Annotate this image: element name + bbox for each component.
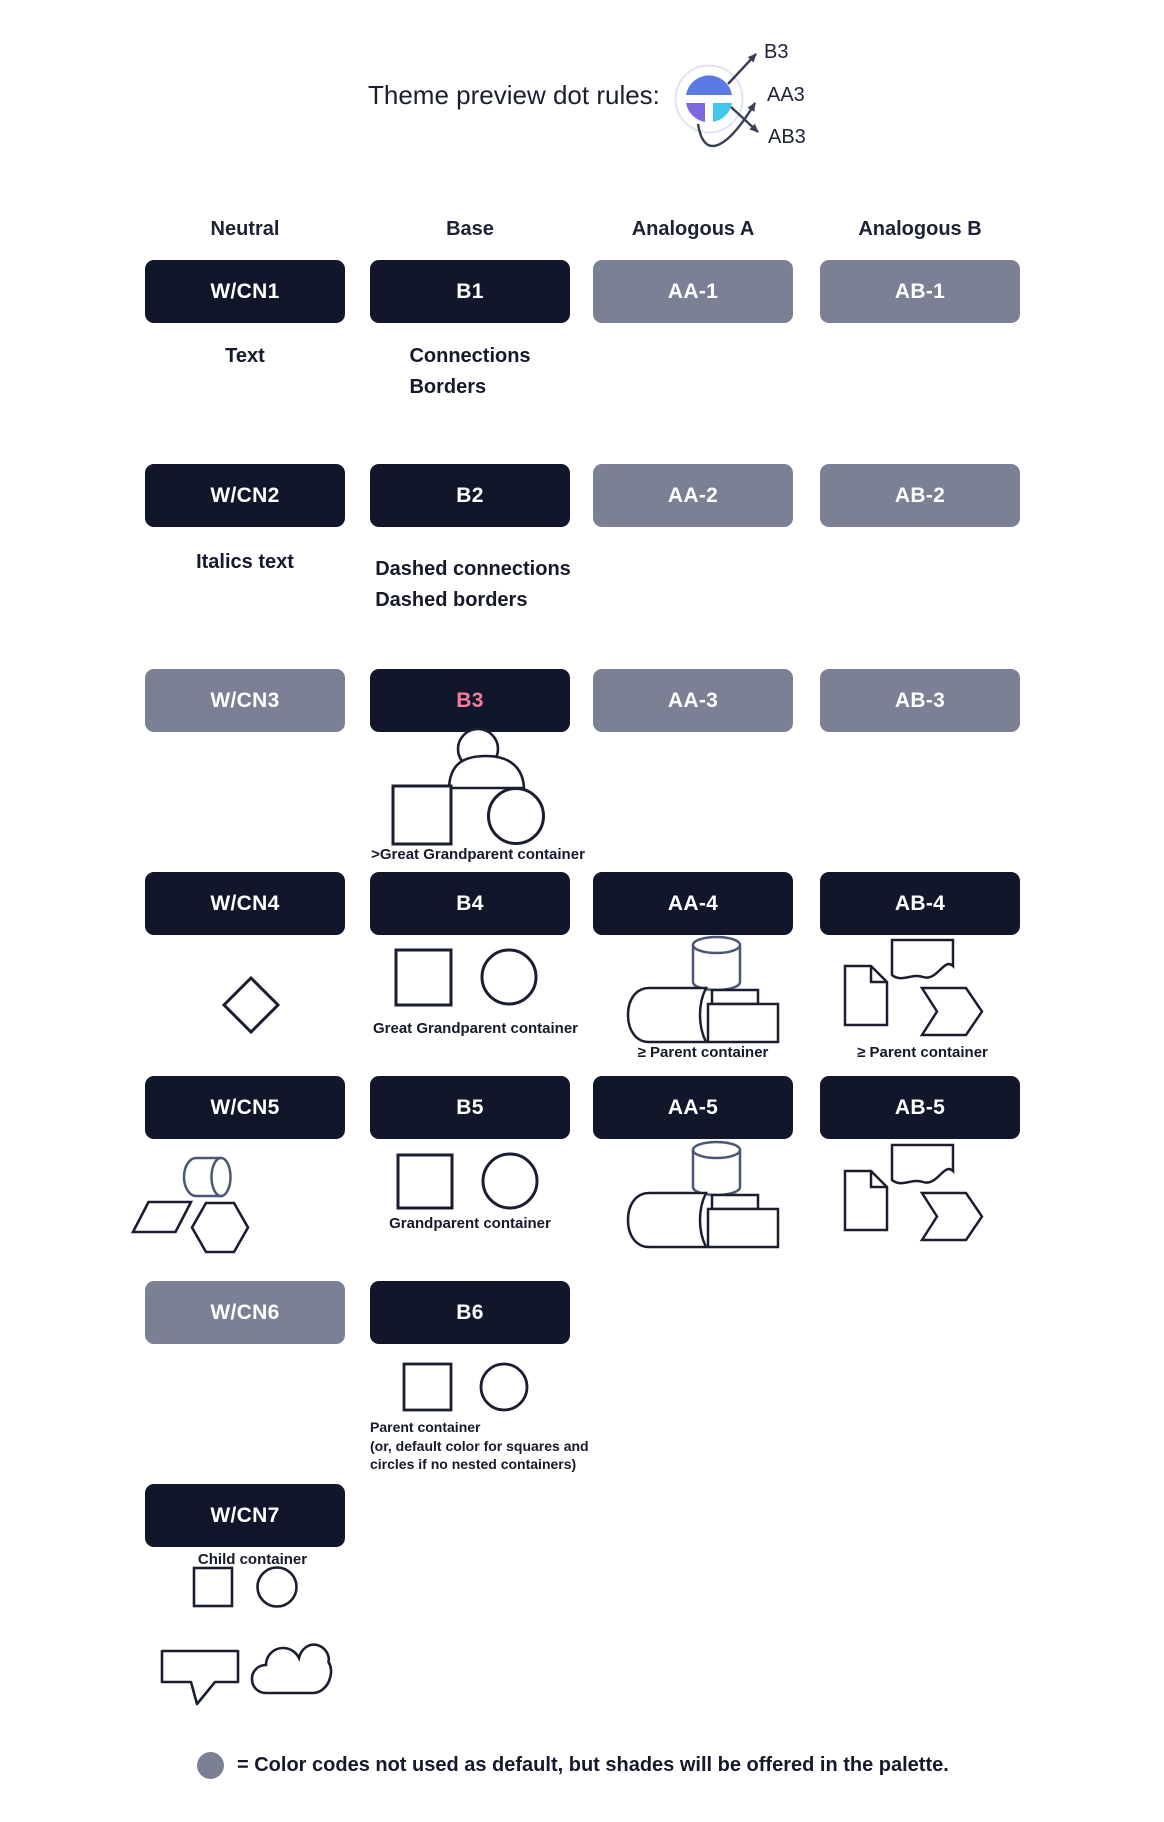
dot-slice-top	[686, 75, 732, 95]
circle-shape	[489, 789, 544, 844]
swatch-wcn7	[145, 1484, 345, 1547]
caption-b3-shapes: >Great Grandparent container	[371, 846, 585, 863]
wcn5-shapes	[133, 1158, 248, 1252]
swatch-label: B3	[456, 688, 484, 712]
square-shape	[396, 950, 451, 1005]
swatch-label: AB-2	[894, 483, 946, 507]
dot-label-b3: B3	[764, 41, 789, 63]
dot-rule-arrows	[698, 54, 758, 146]
legend-text: = Color codes not used as default, but shades will be offered in the palette.	[237, 1754, 949, 1776]
caption-wcn7: Child container	[197, 1551, 308, 1568]
caption-line: Borders	[409, 376, 487, 398]
swatch-label: W/CN2	[210, 483, 280, 507]
swatch-wcn1	[145, 260, 345, 323]
b5-shapes	[398, 1154, 537, 1208]
caption-line: Parent container	[370, 1419, 481, 1435]
swatch-ab2	[820, 464, 1020, 527]
swatch-aa3	[593, 669, 793, 732]
ab4-shapes	[845, 940, 982, 1035]
swatch-b5	[370, 1076, 570, 1139]
swatch-label: AB-4	[894, 891, 946, 915]
swatch-wcn6	[145, 1281, 345, 1344]
square-shape	[194, 1568, 232, 1606]
cloud-shape	[252, 1645, 331, 1693]
swatch-wcn3	[145, 669, 345, 732]
arrow-to-b3-icon	[728, 54, 756, 84]
swatch-label: AA-1	[667, 279, 719, 303]
stored-data-shape	[628, 988, 706, 1042]
column-header-analogous-a: Analogous A	[631, 218, 755, 240]
swatch-label: B2	[456, 483, 484, 507]
swatch-aa4	[593, 872, 793, 935]
swatch-label: AA-5	[667, 1095, 719, 1119]
theme-preview-dot-icon	[676, 66, 743, 133]
wavy-document-shape	[892, 940, 953, 978]
b6-shapes	[404, 1364, 527, 1410]
swatch-label: W/CN7	[210, 1503, 280, 1527]
swatch-label: AA-2	[667, 483, 719, 507]
caption-line: (or, default color for squares and	[370, 1437, 589, 1454]
swatch-wcn4	[145, 872, 345, 935]
chevron-shape	[922, 988, 982, 1035]
swatch-aa5	[593, 1076, 793, 1139]
caption-aa4-shapes: ≥ Parent container	[637, 1044, 769, 1061]
caption-b6-shapes	[370, 1418, 610, 1474]
circle-shape	[482, 950, 536, 1004]
swatch-wcn5	[145, 1076, 345, 1139]
swatch-label: W/CN3	[210, 688, 280, 712]
aa4-shapes	[628, 937, 778, 1042]
swatch-b3	[370, 669, 570, 732]
caption-wcn1: Text	[225, 345, 265, 367]
swatch-label: B1	[456, 279, 484, 303]
swatch-ab3	[820, 669, 1020, 732]
parallelogram-shape	[133, 1202, 191, 1232]
column-header-base: Base	[446, 218, 494, 240]
swatch-label: AB-3	[894, 688, 946, 712]
column-header-analogous-b: Analogous B	[858, 218, 982, 240]
swatch-label: AB-5	[894, 1095, 946, 1119]
square-shape	[398, 1155, 452, 1208]
swatch-label: AB-1	[894, 279, 946, 303]
swatch-ab4	[820, 872, 1020, 935]
swatch-ab1	[820, 260, 1020, 323]
diamond-shape	[224, 978, 278, 1032]
swatch-label: W/CN4	[210, 891, 280, 915]
swatch-b1	[370, 260, 570, 323]
swatch-aa2	[593, 464, 793, 527]
caption-wcn2: Italics text	[196, 551, 294, 573]
dot-ring	[676, 66, 743, 133]
dot-slice-bottom-right	[713, 103, 732, 122]
hexagon-shape	[192, 1203, 248, 1252]
page-title: Theme preview dot rules:	[368, 80, 660, 110]
caption-b5-shapes: Grandparent container	[389, 1215, 551, 1232]
swatch-b6	[370, 1281, 570, 1344]
swatch-label: B4	[456, 891, 484, 915]
person-body-icon	[449, 756, 524, 788]
b3-shapes	[393, 729, 544, 844]
caption-line: circles if no nested containers)	[370, 1456, 577, 1472]
circle-shape	[258, 1568, 297, 1607]
caption-line: Dashed borders	[375, 589, 528, 611]
swatch-label: B5	[456, 1095, 484, 1119]
document-shape	[845, 966, 887, 1025]
cylinder-shape	[693, 937, 740, 990]
card-shape	[708, 990, 778, 1042]
b4-shapes	[396, 950, 536, 1005]
legend	[197, 1752, 949, 1779]
wcn7-shapes	[162, 1568, 331, 1705]
circle-shape	[481, 1364, 527, 1410]
document-fold-icon	[871, 966, 887, 982]
person-head-icon	[458, 729, 498, 769]
legend-gray-dot-icon	[197, 1752, 224, 1779]
swatch-aa1	[593, 260, 793, 323]
swatch-label: W/CN6	[210, 1300, 280, 1324]
caption-b2	[370, 554, 576, 616]
speech-bubble-shape	[162, 1651, 238, 1704]
aa5-shapes	[628, 1142, 778, 1247]
caption-line: Connections	[409, 345, 531, 367]
horizontal-cylinder-cap	[212, 1158, 231, 1196]
caption-b1	[370, 341, 570, 403]
swatch-label: B6	[456, 1300, 484, 1324]
square-shape	[393, 786, 451, 844]
ab5-shapes	[845, 1145, 982, 1240]
arrow-to-aa3-icon	[698, 103, 755, 146]
caption-ab4-shapes: ≥ Parent container	[857, 1044, 988, 1061]
swatch-ab5	[820, 1076, 1020, 1139]
swatch-label: AA-4	[667, 891, 719, 915]
horizontal-cylinder-shape	[184, 1158, 221, 1196]
swatch-label: W/CN1	[210, 279, 280, 303]
dot-label-ab3: AB3	[768, 126, 806, 148]
swatch-b2	[370, 464, 570, 527]
swatch-b4	[370, 872, 570, 935]
circle-shape	[483, 1154, 537, 1208]
caption-line: Dashed connections	[375, 558, 571, 580]
square-shape	[404, 1364, 451, 1410]
swatch-label: AA-3	[667, 688, 719, 712]
caption-b4-shapes: Great Grandparent container	[372, 1020, 579, 1037]
dot-label-aa3: AA3	[767, 84, 805, 106]
dot-slice-bottom-left	[686, 103, 705, 122]
swatch-wcn2	[145, 464, 345, 527]
arrow-to-ab3-icon	[731, 107, 758, 132]
column-header-neutral: Neutral	[210, 218, 280, 240]
swatch-label: W/CN5	[210, 1095, 280, 1119]
